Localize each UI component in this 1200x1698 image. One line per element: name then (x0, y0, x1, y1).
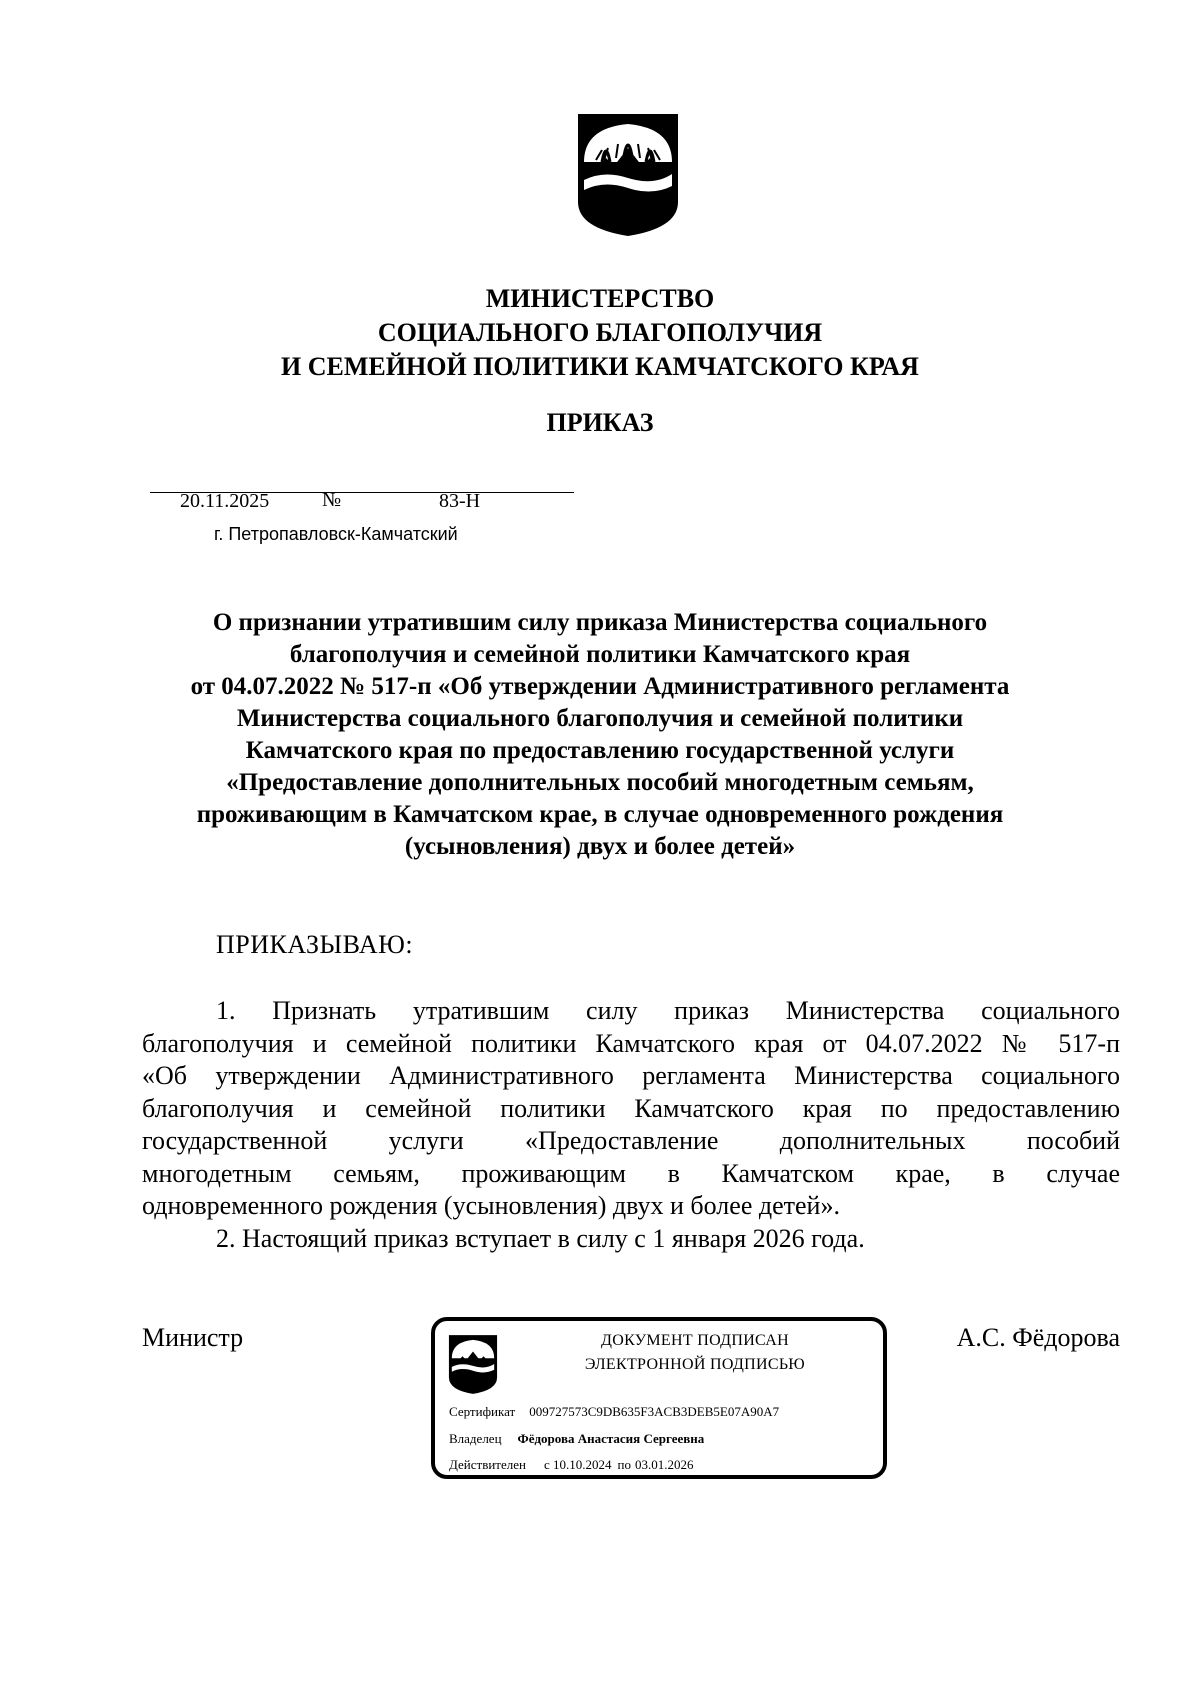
paragraph-1-line: многодетным семьям, проживающим в Камчатском крае, в случае (142, 1158, 1120, 1188)
validity-label: Действителен (449, 1457, 526, 1472)
stamp-heading-line-1: ДОКУМЕНТ ПОДПИСАН (601, 1332, 789, 1349)
subject-line: проживающим в Камчатском крае, в случае одновременного рождения (196, 801, 1004, 828)
subject-line: (усыновления) двух и более детей» (404, 833, 796, 860)
coat-of-arms-icon (447, 1333, 499, 1395)
certificate-value: 009727573C9DB635F3ACB3DEB5E07A90A7 (529, 1404, 780, 1419)
number-sign: № (322, 489, 342, 511)
org-line-1: МИНИСТЕРСТВО (485, 284, 715, 313)
owner-label: Владелец (449, 1431, 502, 1446)
subject-line: благополучия и семейной политики Камчатского края (289, 641, 911, 668)
decree-word: ПРИКАЗЫВАЮ: (216, 930, 414, 959)
org-line-3: И СЕМЕЙНОЙ ПОЛИТИКИ КАМЧАТСКОГО КРАЯ (281, 352, 919, 381)
subject-line: «Предоставление дополнительных пособий многодетным семьям, (226, 769, 974, 796)
paragraph-2: 2. Настоящий приказ вступает в силу с 1 января 2026 года. (216, 1223, 865, 1253)
subject-line: Министерства социального благополучия и семейной политики (236, 705, 964, 732)
coat-of-arms-icon (574, 110, 682, 238)
stamp-heading (545, 1329, 845, 1377)
certificate-label: Сертификат (449, 1404, 516, 1419)
paragraph-1-line: «Об утверждении Административного регламента Министерства социального (142, 1061, 1120, 1090)
validity-row (449, 1457, 693, 1473)
valid-to: 03.01.2026 (634, 1457, 694, 1472)
certificate-row (449, 1404, 779, 1420)
paragraph-1-line: государственной услуги «Предоставление дополнительных пособий (142, 1126, 1120, 1155)
order-body (142, 995, 1120, 1255)
electronic-signature-stamp (431, 1317, 887, 1479)
paragraph-1-line: одновременного рождения (усыновления) двух и более детей». (142, 1191, 840, 1220)
paragraph-1-line: благополучия и семейной политики Камчатского края по предоставлению (142, 1093, 1120, 1123)
stamp-heading-line-2: ЭЛЕКТРОННОЙ ПОДПИСЬЮ (584, 1356, 806, 1373)
owner-row (449, 1431, 704, 1447)
subject-line: от 04.07.2022 № 517-п «Об утверждении Административного регламента (190, 673, 1010, 700)
order-subject (140, 607, 1060, 863)
paragraph-1-line: 1. Признать утратившим силу приказ Министерства социального (216, 996, 1120, 1025)
subject-line: Камчатского края по предоставлению государственной услуги (245, 737, 955, 764)
org-line-2: СОЦИАЛЬНОГО БЛАГОПОЛУЧИЯ (377, 318, 823, 347)
city: г. Петропавловск-Камчатский (214, 524, 458, 544)
signatory-name: А.С. Фёдорова (956, 1323, 1120, 1352)
document-type: ПРИКАЗ (546, 408, 654, 437)
organization-name (0, 282, 1200, 384)
paragraph-1-line: благополучия и семейной политики Камчатского края от 04.07.2022 № 517-п (142, 1028, 1120, 1058)
valid-from: с 10.10.2024 (543, 1457, 612, 1472)
order-date: 20.11.2025 (180, 490, 270, 512)
valid-to-word: по (617, 1457, 631, 1472)
order-number: 83-Н (439, 490, 481, 512)
signatory-position: Министр (142, 1323, 244, 1352)
owner-value: Фёдорова Анастасия Сергеевна (517, 1431, 705, 1446)
subject-line: О признании утратившим силу приказа Министерства социального (212, 609, 988, 636)
